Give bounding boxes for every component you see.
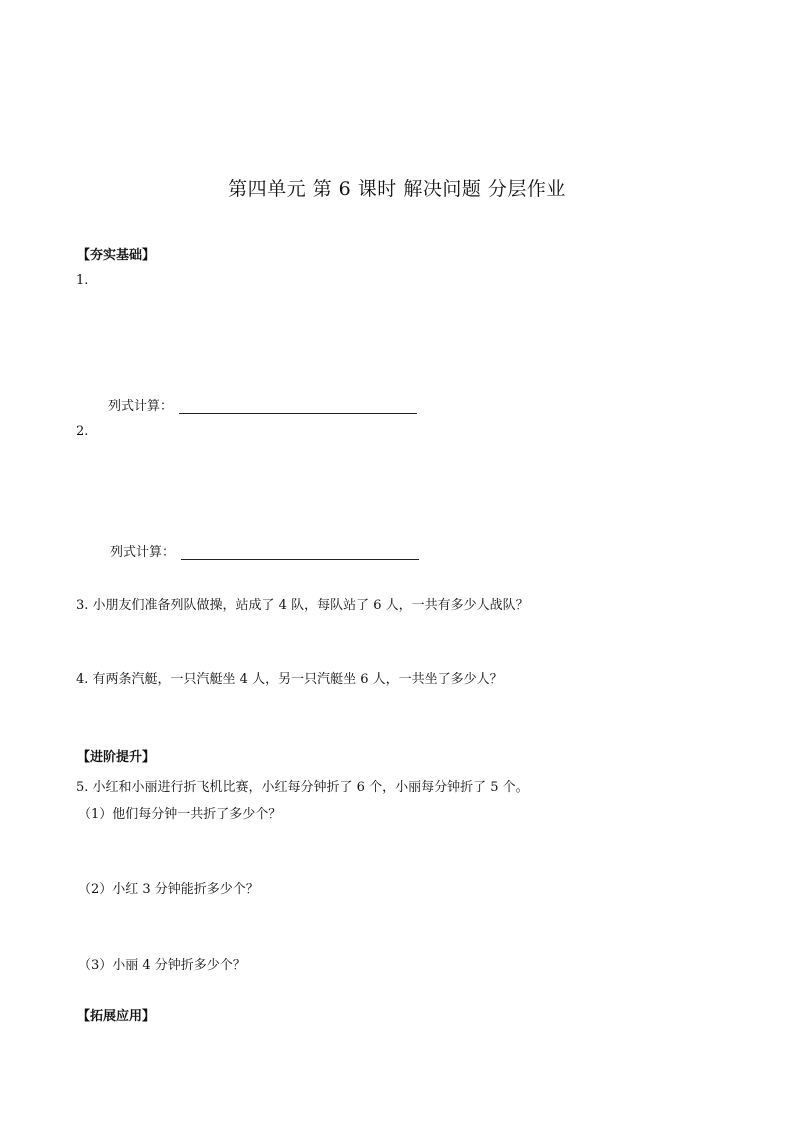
question-1-number: 1. (76, 273, 89, 288)
question-5-part-1: （1）他们每分钟一共折了多少个？ (78, 807, 282, 822)
calc-label: 列式计算： (108, 399, 174, 414)
answer-line[interactable] (181, 545, 419, 560)
calc-label: 列式计算： (110, 545, 176, 560)
section-heading-extension: 【拓展应用】 (77, 1009, 156, 1024)
section-heading-basic: 【夯实基础】 (77, 248, 156, 263)
answer-line[interactable] (179, 399, 417, 414)
question-5: 5. 小红和小丽进行折飞机比赛，小红每分钟折了 6 个，小丽每分钟折了 5 个。 (76, 780, 529, 795)
question-2-calc (110, 541, 419, 560)
question-1-calc (108, 395, 417, 414)
question-3: 3. 小朋友们准备列队做操，站成了 4 队，每队站了 6 人，一共有多少人战队？ (76, 598, 529, 613)
page-title: 第四单元 第 6 课时 解决问题 分层作业 (228, 178, 566, 200)
question-2-number: 2. (76, 424, 89, 439)
question-5-part-3: （3）小丽 4 分钟折多少个？ (78, 958, 246, 973)
question-5-part-2: （2）小红 3 分钟能折多少个？ (78, 882, 259, 897)
section-heading-advanced: 【进阶提升】 (77, 750, 156, 765)
question-4: 4. 有两条汽艇，一只汽艇坐 4 人，另一只汽艇坐 6 人，一共坐了多少人？ (76, 672, 503, 687)
